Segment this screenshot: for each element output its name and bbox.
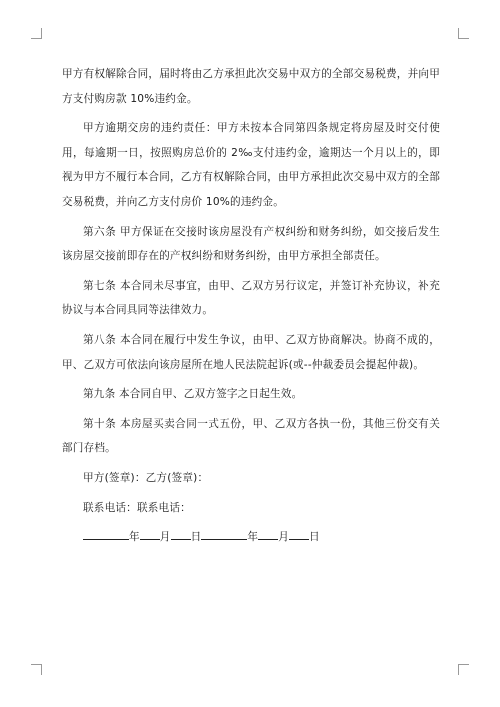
date-day-label-1: 日 (190, 531, 202, 544)
signature-line: 甲方(签章)：乙方(签章)： (83, 471, 209, 484)
date-year-label-1: 年 (129, 531, 140, 544)
crop-mark-top-left (31, 28, 42, 39)
crop-mark-top-right (458, 28, 469, 39)
blank-month-2 (258, 526, 278, 540)
contact-phone-line: 联系电话：联系电话： (83, 501, 191, 514)
blank-year-1 (83, 526, 129, 540)
crop-mark-bottom-right (458, 664, 469, 675)
crop-mark-bottom-left (31, 664, 42, 675)
date-line (62, 525, 440, 550)
paragraph-article-8: 第八条 本合同在履行中发生争议，由甲、乙双方协商解决。协商不成的，甲、乙双方可依法向该房屋所在地人民法院起诉(或--仲裁委员会提起仲裁)。 (62, 333, 440, 371)
date-day-label-2: 日 (308, 531, 320, 544)
paragraph-termination: 甲方有权解除合同，届时将由乙方承担此次交易中双方的全部交易税费，并向甲方支付购房款 10%违约金。 (62, 68, 440, 105)
date-month-label-1: 月 (159, 531, 171, 544)
date-year-label-2: 年 (247, 531, 259, 544)
paragraph-article-9: 第九条 本合同自甲、乙双方签字之日起生效。 (83, 388, 303, 401)
blank-day-1 (171, 526, 191, 540)
paragraph-article-7: 第七条 本合同未尽事宜，由甲、乙双方另行议定，并签订补充协议，补充协议与本合同具同等法律效力。 (62, 279, 440, 317)
date-month-label-2: 月 (278, 531, 289, 544)
paragraph-article-6: 第六条 甲方保证在交接时该房屋没有产权纠纷和财务纠纷，如交接后发生该房屋交接前即存在的产权纠纷和财务纠纷，由甲方承担全部责任。 (62, 225, 440, 263)
paragraph-late-delivery: 甲方逾期交房的违约责任：甲方未按本合同第四条规定将房屋及时交付使用，每逾期一日，按照购房总价的 2‰支付违约金，逾期达一个月以上的，即视为甲方不履行本合同，乙方有权解除合同，由甲方承担此次交易中双方的全部交易税费，并向乙方支付房价 10%的违约金。 (62, 122, 440, 208)
blank-year-2 (201, 526, 247, 540)
blank-day-2 (289, 526, 309, 540)
paragraph-article-10: 第十条 本房屋买卖合同一式五份，甲、乙双方各执一份，其他三份交有关部门存档。 (62, 417, 440, 455)
blank-month-1 (140, 526, 160, 540)
document-body (62, 62, 440, 550)
